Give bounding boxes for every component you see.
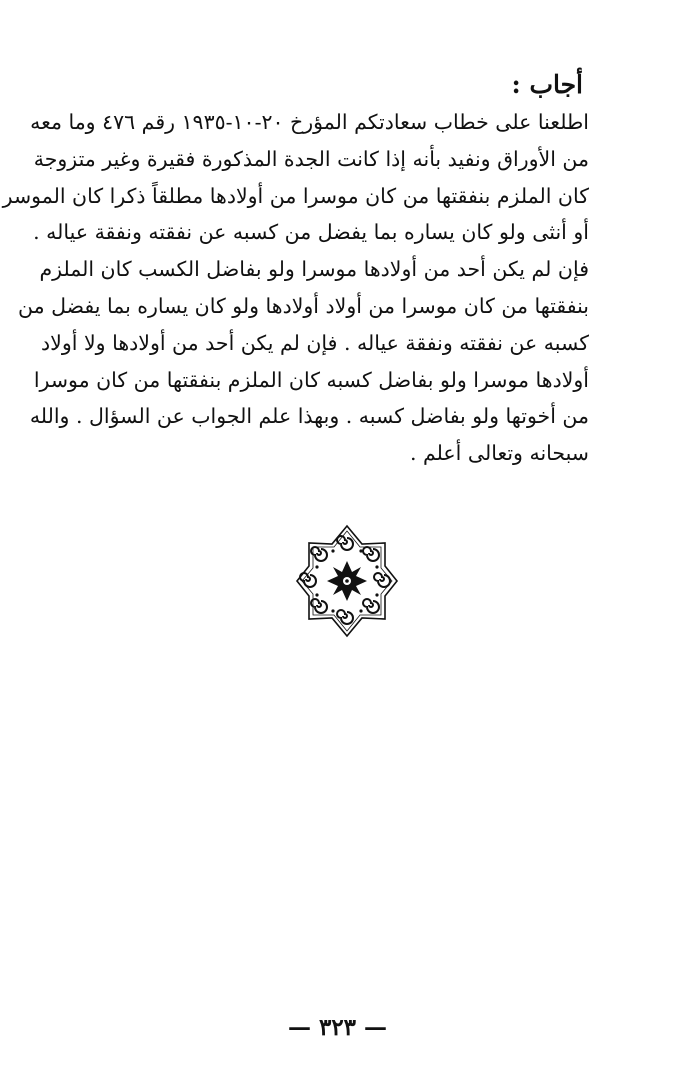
body-line: سبحانه وتعالى أعلم . <box>409 441 589 466</box>
body-line: كان الملزم بنفقتها من كان موسرا من أولادها مطلقاً ذكرا كان الموسر <box>2 183 589 208</box>
fatwa-body <box>2 104 589 472</box>
body-line: أو أنثى ولو كان يساره بما يفضل من كسبه عن نفقته ونفقة عياله . <box>33 220 589 245</box>
body-line: اطلعنا على خطاب سعادتكم المؤرخ ٢٠-١٠-١٩٣٥ رقم ٤٧٦ وما معه <box>30 110 589 134</box>
body-line: بنفقتها من كان موسرا من أولاد أولادها ولو كان يساره بما يفضل من <box>17 293 589 318</box>
answer-heading: أجاب : <box>511 70 583 99</box>
body-line: من أخوتها ولو بفاضل كسبه . وبهذا علم الجواب عن السؤال . والله <box>29 404 589 429</box>
star-rosette-ornament-icon <box>295 524 399 638</box>
body-line: أولادها موسرا ولو بفاضل كسبه كان الملزم بنفقتها من كان موسرا <box>33 367 589 392</box>
body-line: كسبه عن نفقته ونفقة عياله . فإن لم يكن أحد من أولادها ولا أولاد <box>41 330 589 355</box>
body-line: من الأوراق ونفيد بأنه إذا كانت الجدة المذكورة فقيرة وغير متزوجة <box>33 146 589 171</box>
body-line: فإن لم يكن أحد من أولادها موسرا ولو بفاضل الكسب كان الملزم <box>39 257 589 282</box>
page-number: — ٣٢٣ — <box>287 1014 388 1041</box>
